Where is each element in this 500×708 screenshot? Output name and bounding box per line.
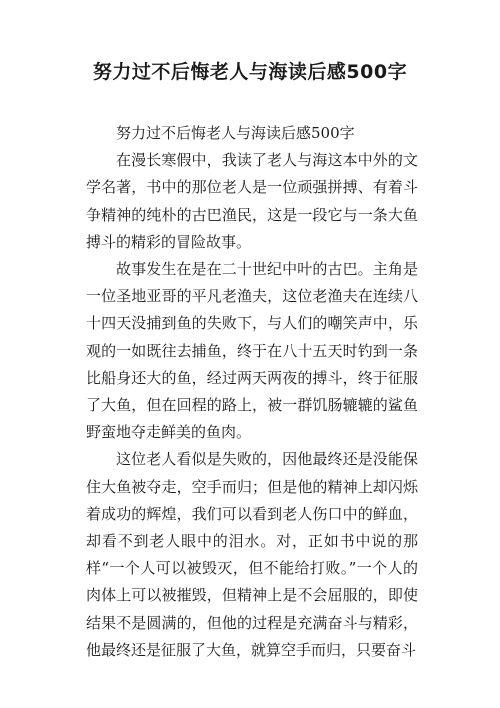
paragraph-1: 在漫长寒假中，我读了老人与海这本中外的文学名著，书中的那位老人是一位顽强拼搏、有着斗争精神的纯朴的古巴渔民，这是一段它与一条大鱼搏斗的精彩的冒险故事。 xyxy=(86,151,418,251)
paragraph-2: 故事发生在是在二十世纪中叶的古巴。主角是一位圣地亚哥的平凡老渔夫，这位老渔夫在连续八十四天没捕到鱼的失败下，与人们的嘲笑声中，乐观的一如既往去捕鱼，终于在八十五天时钓到一条比船身还大的鱼，经过两天两夜的搏斗，终于征服了大鱼，但在回程的路上，被一群饥肠辘辘的鲨鱼野蛮地夺走鲜美的鱼肉。 xyxy=(86,260,418,442)
document-body xyxy=(86,120,418,664)
paragraph-3: 这位老人看似是失败的，因他最终还是没能保住大鱼被夺走，空手而归；但是他的精神上却闪烁着成功的辉煌，我们可以看到老人伤口中的鲜血，却看不到老人眼中的泪水。对，正如书中说的那样“一个人可以被毁灭，但不能给打败。”一个人的肉体上可以被摧毁，但精神上是不会屈服的，即使结果不是圆满的，但他的过程是充满奋斗与精彩，他最终还是征服了大鱼，就算空手而归，只要奋斗 xyxy=(86,450,418,659)
document-title: 努力过不后悔老人与海读后感500字 xyxy=(92,61,408,83)
document-subtitle: 努力过不后悔老人与海读后感500字 xyxy=(116,124,355,142)
